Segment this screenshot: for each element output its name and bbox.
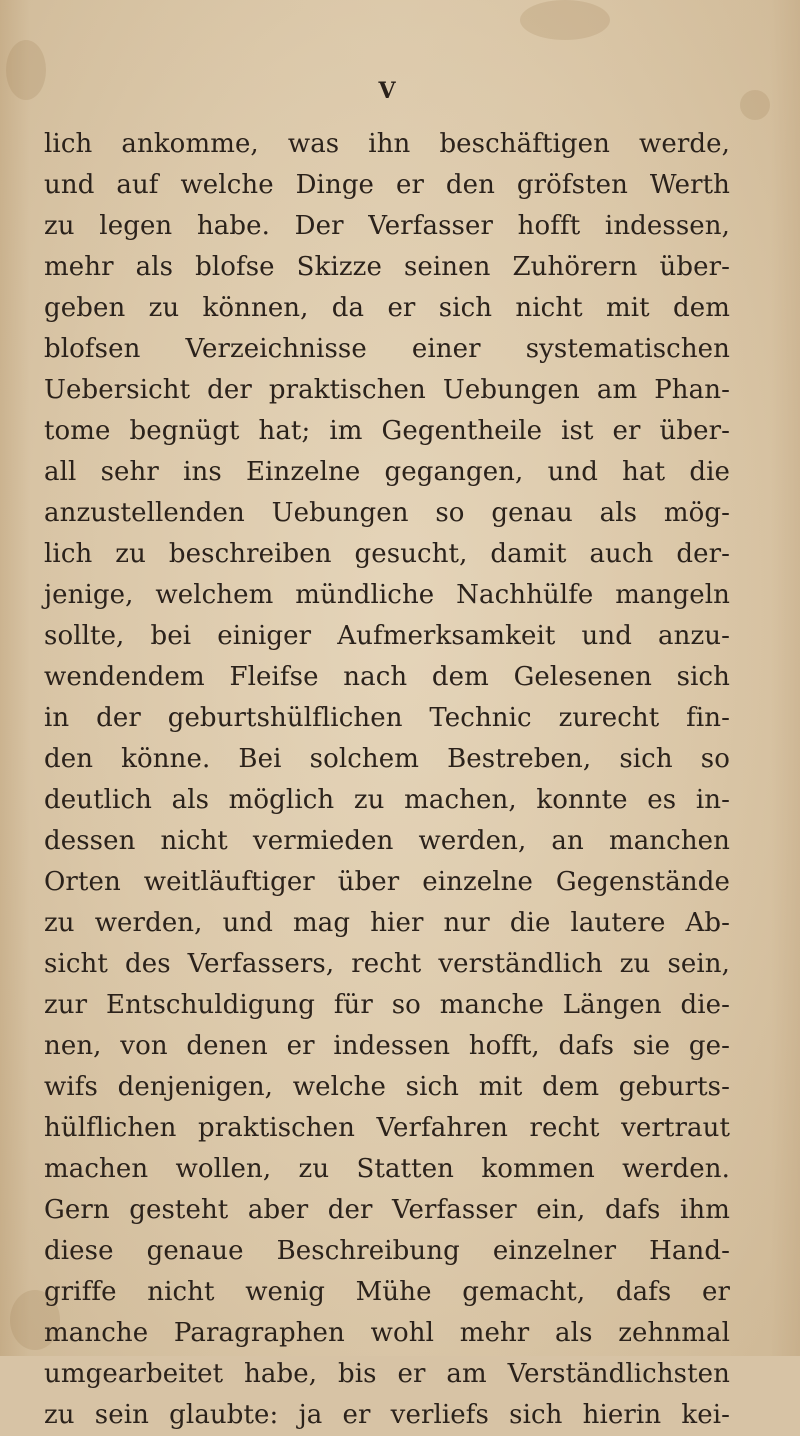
text-line: all sehr ins Einzelne gegangen, und hat die [44,457,730,487]
text-line: wifs denjenigen, welche sich mit dem geburts- [44,1072,730,1102]
text-line: nen, von denen er indessen hofft, dafs sie ge- [44,1031,730,1061]
text-line: Gern gesteht aber der Verfasser ein, dafs ihm [44,1195,730,1225]
text-line: umgearbeitet habe, bis er am Verständlichsten [44,1359,730,1389]
text-line: lich zu beschreiben gesucht, damit auch der- [44,539,730,569]
text-line: wendendem Fleifse nach dem Gelesenen sich [44,662,730,692]
text-line: manche Paragraphen wohl mehr als zehnmal [44,1318,730,1348]
text-line: zu legen habe. Der Verfasser hofft indessen, [44,211,730,241]
text-line: zur Entschuldigung für so manche Längen die- [44,990,730,1020]
text-line: jenige, welchem mündliche Nachhülfe mangeln [44,580,730,610]
text-line: deutlich als möglich zu machen, konnte es in- [44,785,730,815]
text-line: sicht des Verfassers, recht verständlich zu sein, [44,949,730,979]
paper-stain [520,0,610,40]
text-line: in der geburtshülflichen Technic zurecht fin- [44,703,730,733]
text-line: tome begnügt hat; im Gegentheile ist er über- [44,416,730,446]
text-line: diese genaue Beschreibung einzelner Hand- [44,1236,730,1266]
text-line: Orten weitläuftiger über einzelne Gegenstände [44,867,730,897]
text-line: machen wollen, zu Statten kommen werden. [44,1154,730,1184]
text-line: blofsen Verzeichnisse einer systematischen [44,334,730,364]
text-line: mehr als blofse Skizze seinen Zuhörern über- [44,252,730,282]
text-line: zu werden, und mag hier nur die lautere Ab- [44,908,730,938]
page-folio: V [378,78,396,104]
text-line: hülflichen praktischen Verfahren recht vertraut [44,1113,730,1143]
text-line: lich ankomme, was ihn beschäftigen werde, [44,129,730,159]
text-line: sollte, bei einiger Aufmerksamkeit und anzu- [44,621,730,651]
text-line: geben zu können, da er sich nicht mit dem [44,293,730,323]
body-text [44,124,730,1436]
text-line: den könne. Bei solchem Bestreben, sich so [44,744,730,774]
text-line: dessen nicht vermieden werden, an manchen [44,826,730,856]
text-line: und auf welche Dinge er den gröfsten Werth [44,170,730,200]
text-line: zu sein glaubte: ja er verliefs sich hierin kei- [44,1400,730,1430]
text-line: Uebersicht der praktischen Uebungen am Phan- [44,375,730,405]
text-line: griffe nicht wenig Mühe gemacht, dafs er [44,1277,730,1307]
text-line: anzustellenden Uebungen so genau als mög- [44,498,730,528]
